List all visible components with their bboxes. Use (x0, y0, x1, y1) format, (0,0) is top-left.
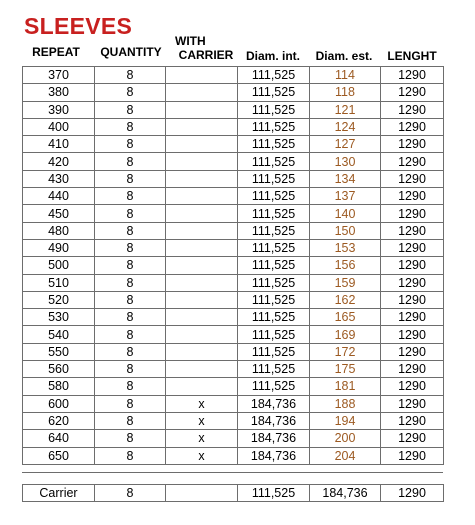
cell-quantity: 8 (95, 205, 166, 222)
cell-repeat: 620 (23, 412, 95, 429)
cell-length: 1290 (381, 291, 444, 308)
cell-diam-int: 111,525 (238, 291, 310, 308)
cell-diam-int: 111,525 (238, 101, 310, 118)
cell-repeat: 560 (23, 361, 95, 378)
cell-diam-int: 111,525 (238, 257, 310, 274)
cell-repeat: Carrier (23, 485, 95, 502)
cell-diam-int: 111,525 (238, 222, 310, 239)
cell-diam-int: 111,525 (238, 326, 310, 343)
cell-length: 1290 (381, 188, 444, 205)
table-row (23, 274, 444, 291)
cell-length: 1290 (381, 239, 444, 256)
header-with-line1: WITH (175, 34, 206, 48)
cell-length: 1290 (381, 257, 444, 274)
header-with-carrier (175, 34, 237, 62)
cell-quantity: 8 (95, 378, 166, 395)
sleeves-table (22, 66, 444, 465)
header-quantity: QUANTITY (100, 45, 162, 59)
table-row (23, 257, 444, 274)
cell-carrier (166, 291, 238, 308)
cell-quantity: 8 (95, 485, 166, 502)
cell-diam-est: 130 (310, 153, 381, 170)
cell-carrier (166, 222, 238, 239)
table-row (23, 395, 444, 412)
cell-carrier (166, 67, 238, 84)
cell-diam-est: 204 (310, 447, 381, 464)
cell-repeat: 500 (23, 257, 95, 274)
cell-diam-int: 111,525 (238, 170, 310, 187)
table-row (23, 326, 444, 343)
cell-repeat: 370 (23, 67, 95, 84)
cell-quantity: 8 (95, 136, 166, 153)
cell-diam-int: 111,525 (238, 153, 310, 170)
cell-diam-est: 181 (310, 378, 381, 395)
table-divider (22, 472, 443, 473)
cell-quantity: 8 (95, 118, 166, 135)
cell-length: 1290 (381, 412, 444, 429)
table-row (23, 378, 444, 395)
cell-repeat: 400 (23, 118, 95, 135)
cell-diam-int: 184,736 (238, 395, 310, 412)
cell-carrier (166, 205, 238, 222)
cell-length: 1290 (381, 153, 444, 170)
cell-quantity: 8 (95, 309, 166, 326)
cell-repeat: 530 (23, 309, 95, 326)
cell-carrier (166, 361, 238, 378)
cell-carrier: x (166, 430, 238, 447)
cell-quantity: 8 (95, 101, 166, 118)
cell-length: 1290 (381, 378, 444, 395)
cell-quantity: 8 (95, 430, 166, 447)
cell-diam-int: 111,525 (238, 343, 310, 360)
cell-carrier: x (166, 395, 238, 412)
table-row (23, 447, 444, 464)
cell-diam-est: 121 (310, 101, 381, 118)
cell-diam-est: 114 (310, 67, 381, 84)
cell-quantity: 8 (95, 274, 166, 291)
cell-diam-int: 111,525 (238, 378, 310, 395)
cell-repeat: 490 (23, 239, 95, 256)
cell-length: 1290 (381, 326, 444, 343)
cell-repeat: 380 (23, 84, 95, 101)
cell-diam-est: 175 (310, 361, 381, 378)
carrier-table (22, 484, 444, 502)
table-row (23, 188, 444, 205)
cell-diam-est: 156 (310, 257, 381, 274)
cell-length: 1290 (381, 118, 444, 135)
cell-length: 1290 (381, 67, 444, 84)
cell-diam-est: 124 (310, 118, 381, 135)
table-row (23, 67, 444, 84)
cell-carrier (166, 170, 238, 187)
cell-carrier (166, 326, 238, 343)
cell-quantity: 8 (95, 343, 166, 360)
table-row (23, 412, 444, 429)
cell-repeat: 390 (23, 101, 95, 118)
cell-quantity: 8 (95, 170, 166, 187)
cell-diam-int: 111,525 (238, 67, 310, 84)
cell-diam-est: 118 (310, 84, 381, 101)
table-row (23, 153, 444, 170)
cell-quantity: 8 (95, 239, 166, 256)
cell-length: 1290 (381, 309, 444, 326)
cell-repeat: 640 (23, 430, 95, 447)
cell-quantity: 8 (95, 67, 166, 84)
cell-diam-est: 127 (310, 136, 381, 153)
cell-quantity: 8 (95, 361, 166, 378)
cell-diam-est: 188 (310, 395, 381, 412)
cell-carrier (166, 257, 238, 274)
cell-diam-est: 150 (310, 222, 381, 239)
cell-length: 1290 (381, 447, 444, 464)
cell-quantity: 8 (95, 188, 166, 205)
cell-carrier (166, 101, 238, 118)
header-diam-int: Diam. int. (245, 49, 300, 63)
table-row (23, 136, 444, 153)
cell-quantity: 8 (95, 412, 166, 429)
cell-length: 1290 (381, 361, 444, 378)
cell-quantity: 8 (95, 84, 166, 101)
cell-diam-est: 153 (310, 239, 381, 256)
cell-repeat: 430 (23, 170, 95, 187)
cell-carrier (166, 136, 238, 153)
table-row (23, 205, 444, 222)
cell-carrier (166, 153, 238, 170)
cell-diam-est: 162 (310, 291, 381, 308)
table-row (23, 170, 444, 187)
cell-diam-est: 184,736 (310, 485, 381, 502)
cell-diam-est: 159 (310, 274, 381, 291)
cell-carrier (166, 343, 238, 360)
header-repeat: REPEAT (32, 45, 80, 59)
cell-carrier: x (166, 447, 238, 464)
cell-length: 1290 (381, 84, 444, 101)
cell-quantity: 8 (95, 395, 166, 412)
cell-length: 1290 (381, 170, 444, 187)
cell-diam-est: 165 (310, 309, 381, 326)
cell-repeat: 450 (23, 205, 95, 222)
cell-diam-est: 137 (310, 188, 381, 205)
cell-diam-est: 194 (310, 412, 381, 429)
header-with-line2: CARRIER (178, 48, 234, 62)
cell-diam-int: 184,736 (238, 412, 310, 429)
cell-repeat: 520 (23, 291, 95, 308)
cell-quantity: 8 (95, 291, 166, 308)
cell-repeat: 410 (23, 136, 95, 153)
cell-diam-est: 172 (310, 343, 381, 360)
cell-length: 1290 (381, 205, 444, 222)
table-row (23, 430, 444, 447)
cell-carrier (166, 118, 238, 135)
cell-repeat: 440 (23, 188, 95, 205)
cell-length: 1290 (381, 343, 444, 360)
cell-diam-int: 111,525 (238, 136, 310, 153)
cell-repeat: 480 (23, 222, 95, 239)
cell-diam-int: 111,525 (238, 309, 310, 326)
cell-quantity: 8 (95, 326, 166, 343)
carrier-row (23, 485, 444, 502)
cell-carrier (166, 378, 238, 395)
cell-diam-est: 134 (310, 170, 381, 187)
cell-repeat: 540 (23, 326, 95, 343)
table-row (23, 84, 444, 101)
cell-repeat: 600 (23, 395, 95, 412)
cell-carrier (166, 84, 238, 101)
cell-repeat: 420 (23, 153, 95, 170)
cell-repeat: 650 (23, 447, 95, 464)
cell-diam-est: 140 (310, 205, 381, 222)
header-diam-est: Diam. est. (315, 49, 373, 63)
cell-length: 1290 (381, 485, 444, 502)
cell-length: 1290 (381, 222, 444, 239)
table-row (23, 343, 444, 360)
cell-quantity: 8 (95, 447, 166, 464)
cell-diam-int: 184,736 (238, 430, 310, 447)
cell-quantity: 8 (95, 257, 166, 274)
cell-carrier: x (166, 412, 238, 429)
cell-diam-int: 111,525 (238, 274, 310, 291)
cell-carrier (166, 309, 238, 326)
cell-diam-int: 111,525 (238, 239, 310, 256)
cell-diam-int: 111,525 (238, 118, 310, 135)
table-row (23, 361, 444, 378)
cell-repeat: 510 (23, 274, 95, 291)
cell-carrier (166, 274, 238, 291)
table-row (23, 118, 444, 135)
cell-length: 1290 (381, 274, 444, 291)
cell-diam-int: 111,525 (238, 361, 310, 378)
cell-diam-int: 111,525 (238, 84, 310, 101)
cell-quantity: 8 (95, 222, 166, 239)
cell-carrier (166, 485, 238, 502)
table-row (23, 101, 444, 118)
cell-diam-int: 111,525 (238, 205, 310, 222)
cell-diam-int: 184,736 (238, 447, 310, 464)
cell-carrier (166, 239, 238, 256)
cell-repeat: 580 (23, 378, 95, 395)
cell-length: 1290 (381, 136, 444, 153)
table-row (23, 222, 444, 239)
table-row (23, 291, 444, 308)
page-title: SLEEVES (24, 13, 133, 39)
cell-length: 1290 (381, 430, 444, 447)
cell-carrier (166, 188, 238, 205)
cell-diam-int: 111,525 (238, 188, 310, 205)
cell-length: 1290 (381, 101, 444, 118)
cell-diam-int: 111,525 (238, 485, 310, 502)
cell-diam-est: 200 (310, 430, 381, 447)
cell-repeat: 550 (23, 343, 95, 360)
table-row (23, 309, 444, 326)
header-length: LENGHT (387, 49, 437, 63)
cell-diam-est: 169 (310, 326, 381, 343)
table-row (23, 239, 444, 256)
cell-quantity: 8 (95, 153, 166, 170)
cell-length: 1290 (381, 395, 444, 412)
